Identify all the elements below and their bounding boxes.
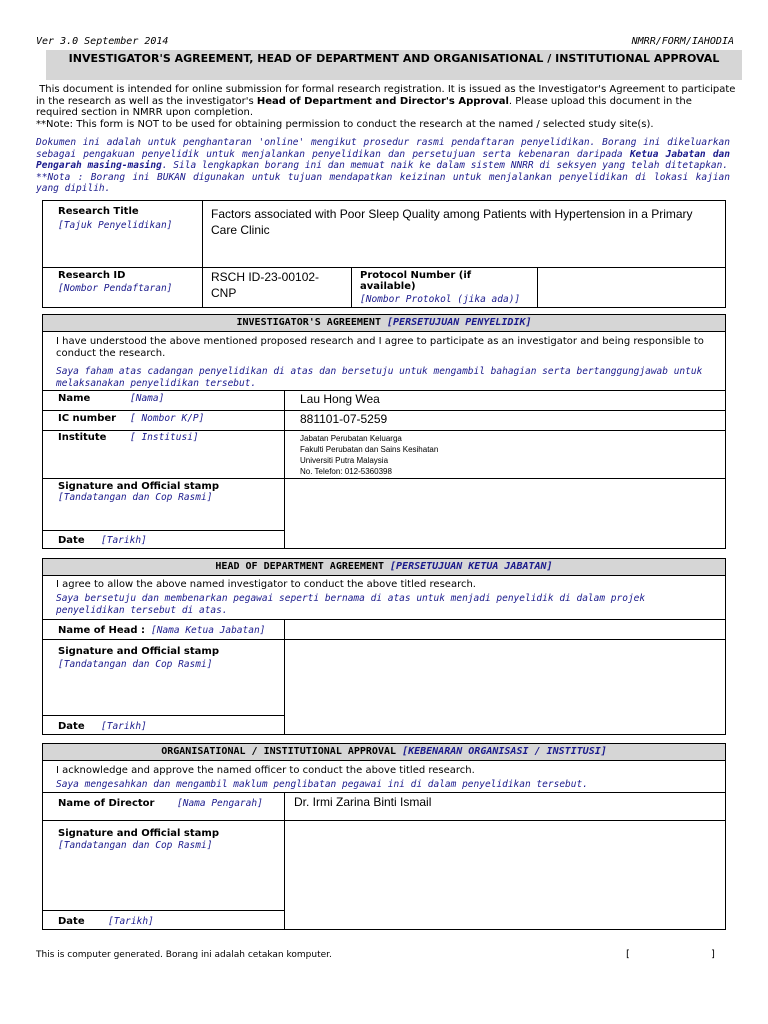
inv-inst-value[interactable] [300,433,438,477]
protocol-sub: [Nombor Protokol (jika ada)] [360,294,521,305]
inv-date-label: Date [58,535,85,546]
inv-date-sub: [Tarikh] [101,535,147,546]
hod-text: I agree to allow the above named investigator to conduct the above titled research. [56,579,476,590]
inv-signature-area[interactable] [290,482,720,544]
intro-text-c: . Please upload this document in the required section in NMRR upon completion. [36,95,692,118]
hod-date-label: Date [58,721,85,732]
inv-inst-sub: [ Institusi] [130,432,199,443]
inv-inst-line: Universiti Putra Malaysia [300,456,389,465]
hod-sig-sub: [Tandatangan dan Cop Rasmi] [58,659,213,670]
research-id-sub: [Nombor Pendaftaran] [58,283,173,294]
org-name-sub: [Nama Pengarah] [177,798,263,809]
inv-sig-sub: [Tandatangan dan Cop Rasmi] [58,492,213,503]
investigator-heading-en: INVESTIGATOR'S AGREEMENT [236,317,381,328]
hod-name-sub: [Nama Ketua Jabatan] [151,625,266,636]
intro-text-b: Head of Department and Director's Approval [256,95,509,107]
org-signature-area[interactable] [290,823,720,925]
inv-name-value[interactable]: Lau Hong Wea [300,392,380,406]
org-text: I acknowledge and approve the named officer to conduct the above titled research. [56,765,475,776]
inv-ic-value[interactable]: 881101-07-5259 [300,412,388,426]
org-heading [43,744,725,761]
hod-sig-label: Signature and Official stamp [58,646,219,657]
hod-signature-area[interactable] [290,642,720,730]
research-title-label: Research Title [58,206,139,217]
hod-text-my: Saya bersetuju dan membenarkan pegawai seperti bernama di atas untuk menjadi penyelidik di dalam projek penyelidikan tersebut di atas. [56,593,646,616]
intro-my [36,137,730,195]
investigator-text-my: Saya faham atas cadangan penyelidikan di atas dan bersetuju untuk mengambil bahagian serta bertanggungjawab untuk melaksanakan penyelidikan tersebut. [56,366,703,389]
research-id-label: Research ID [58,270,126,281]
protocol-label: Protocol Number (if available) [360,270,472,292]
research-title-value[interactable]: Factors associated with Poor Sleep Quality among Patients with Hypertension in a Primary Care Clinic [211,207,693,237]
org-sig-sub: [Tandatangan dan Cop Rasmi] [58,840,213,851]
investigator-heading [43,315,725,332]
org-heading-my: [KEBENARAN ORGANISASI / INSTITUSI] [402,746,607,757]
org-name-label: Name of Director [58,798,155,809]
footer-note: This is computer generated. Borang ini adalah cetakan komputer. [36,950,332,960]
hod-name-label: Name of Head : [58,625,146,636]
inv-inst-line: Fakulti Perubatan dan Sains Kesihatan [300,445,439,454]
org-text-my: Saya mengesahkan dan mengambil maklum penglibatan pegawai ini di dalam penyelidikan tersebut. [56,779,588,790]
org-name-value[interactable]: Dr. Irmi Zarina Binti Ismail [294,795,432,809]
org-date-label: Date [58,916,85,927]
inv-name-label: Name [58,393,91,404]
hod-heading-en: HEAD OF DEPARTMENT AGREEMENT [215,561,384,572]
intro-my-b: Ketua Jabatan dan Pengarah masing-masing [36,148,730,171]
intro-text-a: This document is intended for online submission for formal research registration. It is issued as the Investigator's Agreement to participate in the research as well as the investigator's [36,84,736,107]
hod-heading [43,559,725,576]
intro-en [36,84,736,130]
version-text: Ver 3.0 September 2014 [36,36,169,47]
intro-note: **Note: This form is NOT to be used for obtaining permission to conduct the research at the named / selected study site(s). [36,118,654,130]
org-heading-en: ORGANISATIONAL / INSTITUTIONAL APPROVAL [161,746,397,757]
inv-inst-line: Jabatan Perubatan Keluarga [300,434,402,443]
inv-inst-line: No. Telefon: 012-5360398 [300,467,392,476]
intro-my-a: Dokumen ini adalah untuk penghantaran 'online' mengikut prosedur rasmi pendaftaran penyelidikan. Borang ini dikeluarkan sebagai pengakuan penyelidik untuk menjalankan penyelidikan dan persetujuan serta kebenaran daripada [36,137,730,160]
org-sig-label: Signature and Official stamp [58,828,219,839]
investigator-text: I have understood the above mentioned proposed research and I agree to participate as an investigator and being responsible to conduct the research. [56,336,704,359]
research-id-value[interactable]: RSCH ID-23-00102-CNP [211,270,320,300]
footer-bracket-open: [ [626,949,630,960]
hod-heading-my: [PERSETUJUAN KETUA JABATAN] [390,561,553,572]
research-title-sub: [Tajuk Penyelidikan] [58,220,173,231]
inv-ic-sub: [ Nombor K/P] [130,413,205,424]
intro-my-c: . Sila lengkapkan borang ini dan memuat naik ke dalam sistem NNRR di seksyen yang telah ditetapkan. [161,160,729,171]
intro-my-note: **Nota : Borang ini BUKAN digunakan untuk tujuan mendapatkan keizinan untuk menjalankan penyelidikan di lokasi kajian yang dipilih. [36,171,730,194]
org-date-sub: [Tarikh] [108,916,154,927]
protocol-value[interactable] [540,269,720,305]
hod-date-sub: [Tarikh] [101,721,147,732]
hod-name-value[interactable] [290,621,720,637]
investigator-heading-my: [PERSETUJUAN PENYELIDIK] [387,317,532,328]
inv-ic-label: IC number [58,413,117,424]
inv-sig-label: Signature and Official stamp [58,481,219,492]
inv-inst-label: Institute [58,432,107,443]
inv-name-sub: [Nama] [130,393,165,404]
form-code: NMRR/FORM/IAHODIA [631,36,734,47]
footer-bracket-close: ] [711,949,715,960]
page-title: INVESTIGATOR'S AGREEMENT, HEAD OF DEPARTMENT AND ORGANISATIONAL / INSTITUTIONAL APPROVAL [46,50,742,80]
